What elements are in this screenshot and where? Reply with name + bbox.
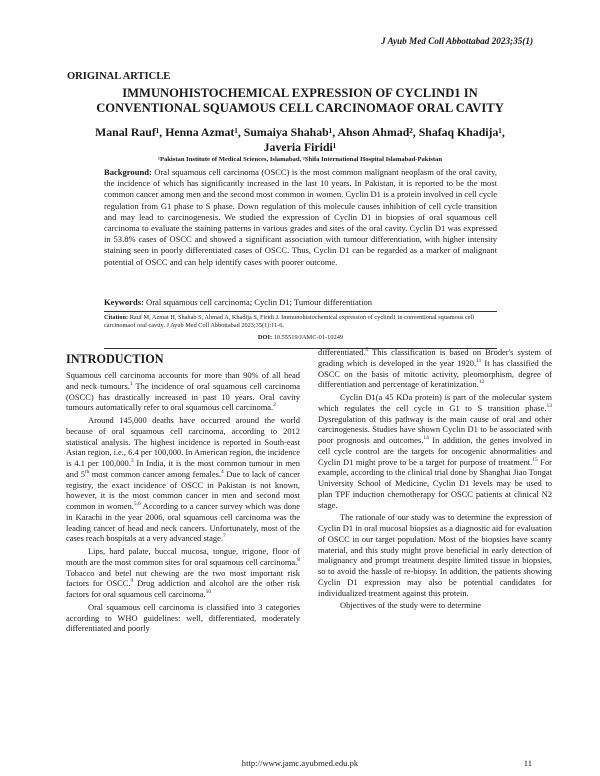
section-heading-introduction: INTRODUCTION	[66, 352, 164, 366]
article-title	[60, 86, 540, 115]
title-line-1: IMMUNOHISTOCHEMICAL EXPRESSION OF CYCLIND1 IN	[122, 86, 478, 100]
intro-paragraph-8: Objectives of the study were to determine	[340, 600, 482, 611]
intro-paragraph-1: Squamous cell carcinoma accounts for more than 90% of all head and neck tumours.$^1$ The incidence of oral squamous cell carcinoma (OSCC) has drastically increased in past 10 years. Oral cavity tumours automatically refer to oral squamous cell carcinoma.$^2$	[66, 370, 300, 413]
doi-label: DOI:	[257, 334, 273, 341]
right-column	[318, 347, 552, 613]
abstract-label: Background:	[104, 167, 152, 177]
citation-box	[104, 311, 497, 349]
left-column	[66, 352, 300, 636]
authors-line-1: Manal Rauf¹, Henna Azmat¹, Sumaiya Shahab¹, Ahson Ahmad², Shafaq Khadija¹,	[95, 125, 505, 139]
keywords-label: Keywords:	[104, 297, 144, 307]
intro-paragraph-7: The rationale of our study was to determine the expression of Cyclin D1 in oral mucosal biopsies as a diagnostic aid for evaluation of OSCC in our target population. Most of the biopsies have scanty material, and this study might prove beneficial in early detection of malignancy and prompt treatment despite limited tissue in biopsies, so to avoid the hassle of re-biopsy. In addition, the patients showing Cyclin D1 expression may also be potential candidates for individualized treatment against this protein.	[318, 512, 552, 598]
keywords	[104, 297, 497, 308]
citation-text: Rauf M, Azmat H, Shahab S, Ahmad A, Khadija S, Firidi J. Immunohistochemical expression of cyclind1 in conventional squamous cell carcinomaof oral cavity. J Ayub Med Coll Abbottabad 2023;35(1):11-6.	[104, 314, 475, 330]
keywords-text: Oral squamous cell carcinoma; Cyclin D1; Tumour differentiation	[143, 297, 373, 307]
intro-paragraph-4: Oral squamous cell carcinoma is classified into 3 categories according to WHO guidelines: well, differentiated, moderately differentiated and poorly	[66, 601, 300, 634]
intro-paragraph-6: Cyclin D1(a 45 KDa protein) is part of the molecular system which regulates the cell cycle in G1 to S transition phase.$^{13}$ Dysregulation of this pathway is the main cause of oral and other carcinogenesis. Studies have shown Cyclin D1 to be associated with poor prognosis and outcomes.$^{14}$ In addition, the genes involved in cell cycle control are the targets for oncogenic abnormalities and Cyclin D1 might prove to be a target for purpose of treatment.$^{15}$ For example, according to the clinical trial done by Shanghai Jiao Tongat University School of Medicine, Cyclin D1 levels may be used to plan TPF induction chemotherapy for OSCC patients at clinical N2 stage.	[318, 392, 552, 510]
intro-paragraph-2: Around 145,000 deaths have occurred around the world because of oral squamous cell carcinoma, according to 2012 statistical analysis. The highest incidence is reported in South-east Asian region, i.e., 6.4 per 100,000. In American region, the incidence is 4.1 per 100,000.$^3$ In India, it is the most common tumour in men and 5th most common cancer among females.$^4$ Due to lack of cancer registry, the exact incidence of OSCC in Pakistan is not known, however, it is the most common cancer in men and second most common in women.$^{5,6}$ According to a cancer survey which was done in Karachi in the year 2006, oral squamous cell carcinoma was the leading cancer of head and neck cancers. Unfortunately, most of the cases reach hospitals at a very advanced stage.$^7$	[66, 415, 301, 544]
doi-link[interactable]: 10.55519/JAMC-01-10249	[272, 334, 344, 341]
authors-line-2: Javeria Firidi¹	[263, 140, 337, 154]
page-number: 11	[523, 758, 532, 768]
intro-paragraph-3: Lips, hard palate, buccal mucosa, tongue, trigone, floor of mouth are the most common sites for oral squamous cell carcinoma.$^8$ Tobacco and betel nut chewing are the two most important risk factors for OSCC.$^9$ Drug addiction and alcohol are the other risk factors for oral squamous cell carcinoma.$^{10}$	[66, 546, 301, 599]
intro-paragraph-5: differentiated.$^5$ This classification is based on Broder's system of grading which is developed in the year 1920.11 It has classified the OSCC on the basis of mitotic activity, pleomorphism, degree of differentiation and percentage of keratinization.$^{12}$	[318, 347, 552, 390]
journal-header: J Ayub Med Coll Abbottabad 2023;35(1)	[380, 36, 533, 46]
abstract-text: Oral squamous cell carcinoma (OSCC) is the most common malignant neoplasm of the oral cavity, the incidence of which has significantly increased in the last 10 years. In Pakistan, it is reported to be the most common cancer among men and the second most common in women. Cyclin D1 is a protein involved in cell cycle regulation from G1 phase to S phase. Down regulation of this molecule causes inhibition of cell cycle transition and may lead to carcinogenesis. We studied the expression of Cyclin D1 in biopsies of oral squamous cell carcinoma to evaluate the staining patterns in various grades and sites of the oral cavity. Cyclin D1 was expressed in 53.8% cases of OSCC and showed a significant association with tumour differentiation, with higher intensity staining seen in poorly differentiated cases of OSCC. Thus, Cyclin D1 can be regarded as a marker of malignant potential of OSCC and can help identify cases with poorer outcome.	[104, 167, 497, 267]
doi	[104, 334, 497, 341]
citation-label: Citation:	[104, 314, 129, 321]
title-line-2: CONVENTIONAL SQUAMOUS CELL CARCINOMAOF ORAL CAVITY	[96, 100, 504, 115]
footer-url-link[interactable]: http://www.jamc.ayubmed.edu.pk	[241, 758, 359, 768]
abstract	[104, 167, 497, 268]
article-type-label: ORIGINAL ARTICLE	[67, 71, 171, 82]
author-list	[60, 125, 540, 155]
affiliations: ¹Pakistan Institute of Medical Sciences, Islamabad, ²Shifa International Hospital Islamabad-Pakistan	[157, 156, 443, 163]
